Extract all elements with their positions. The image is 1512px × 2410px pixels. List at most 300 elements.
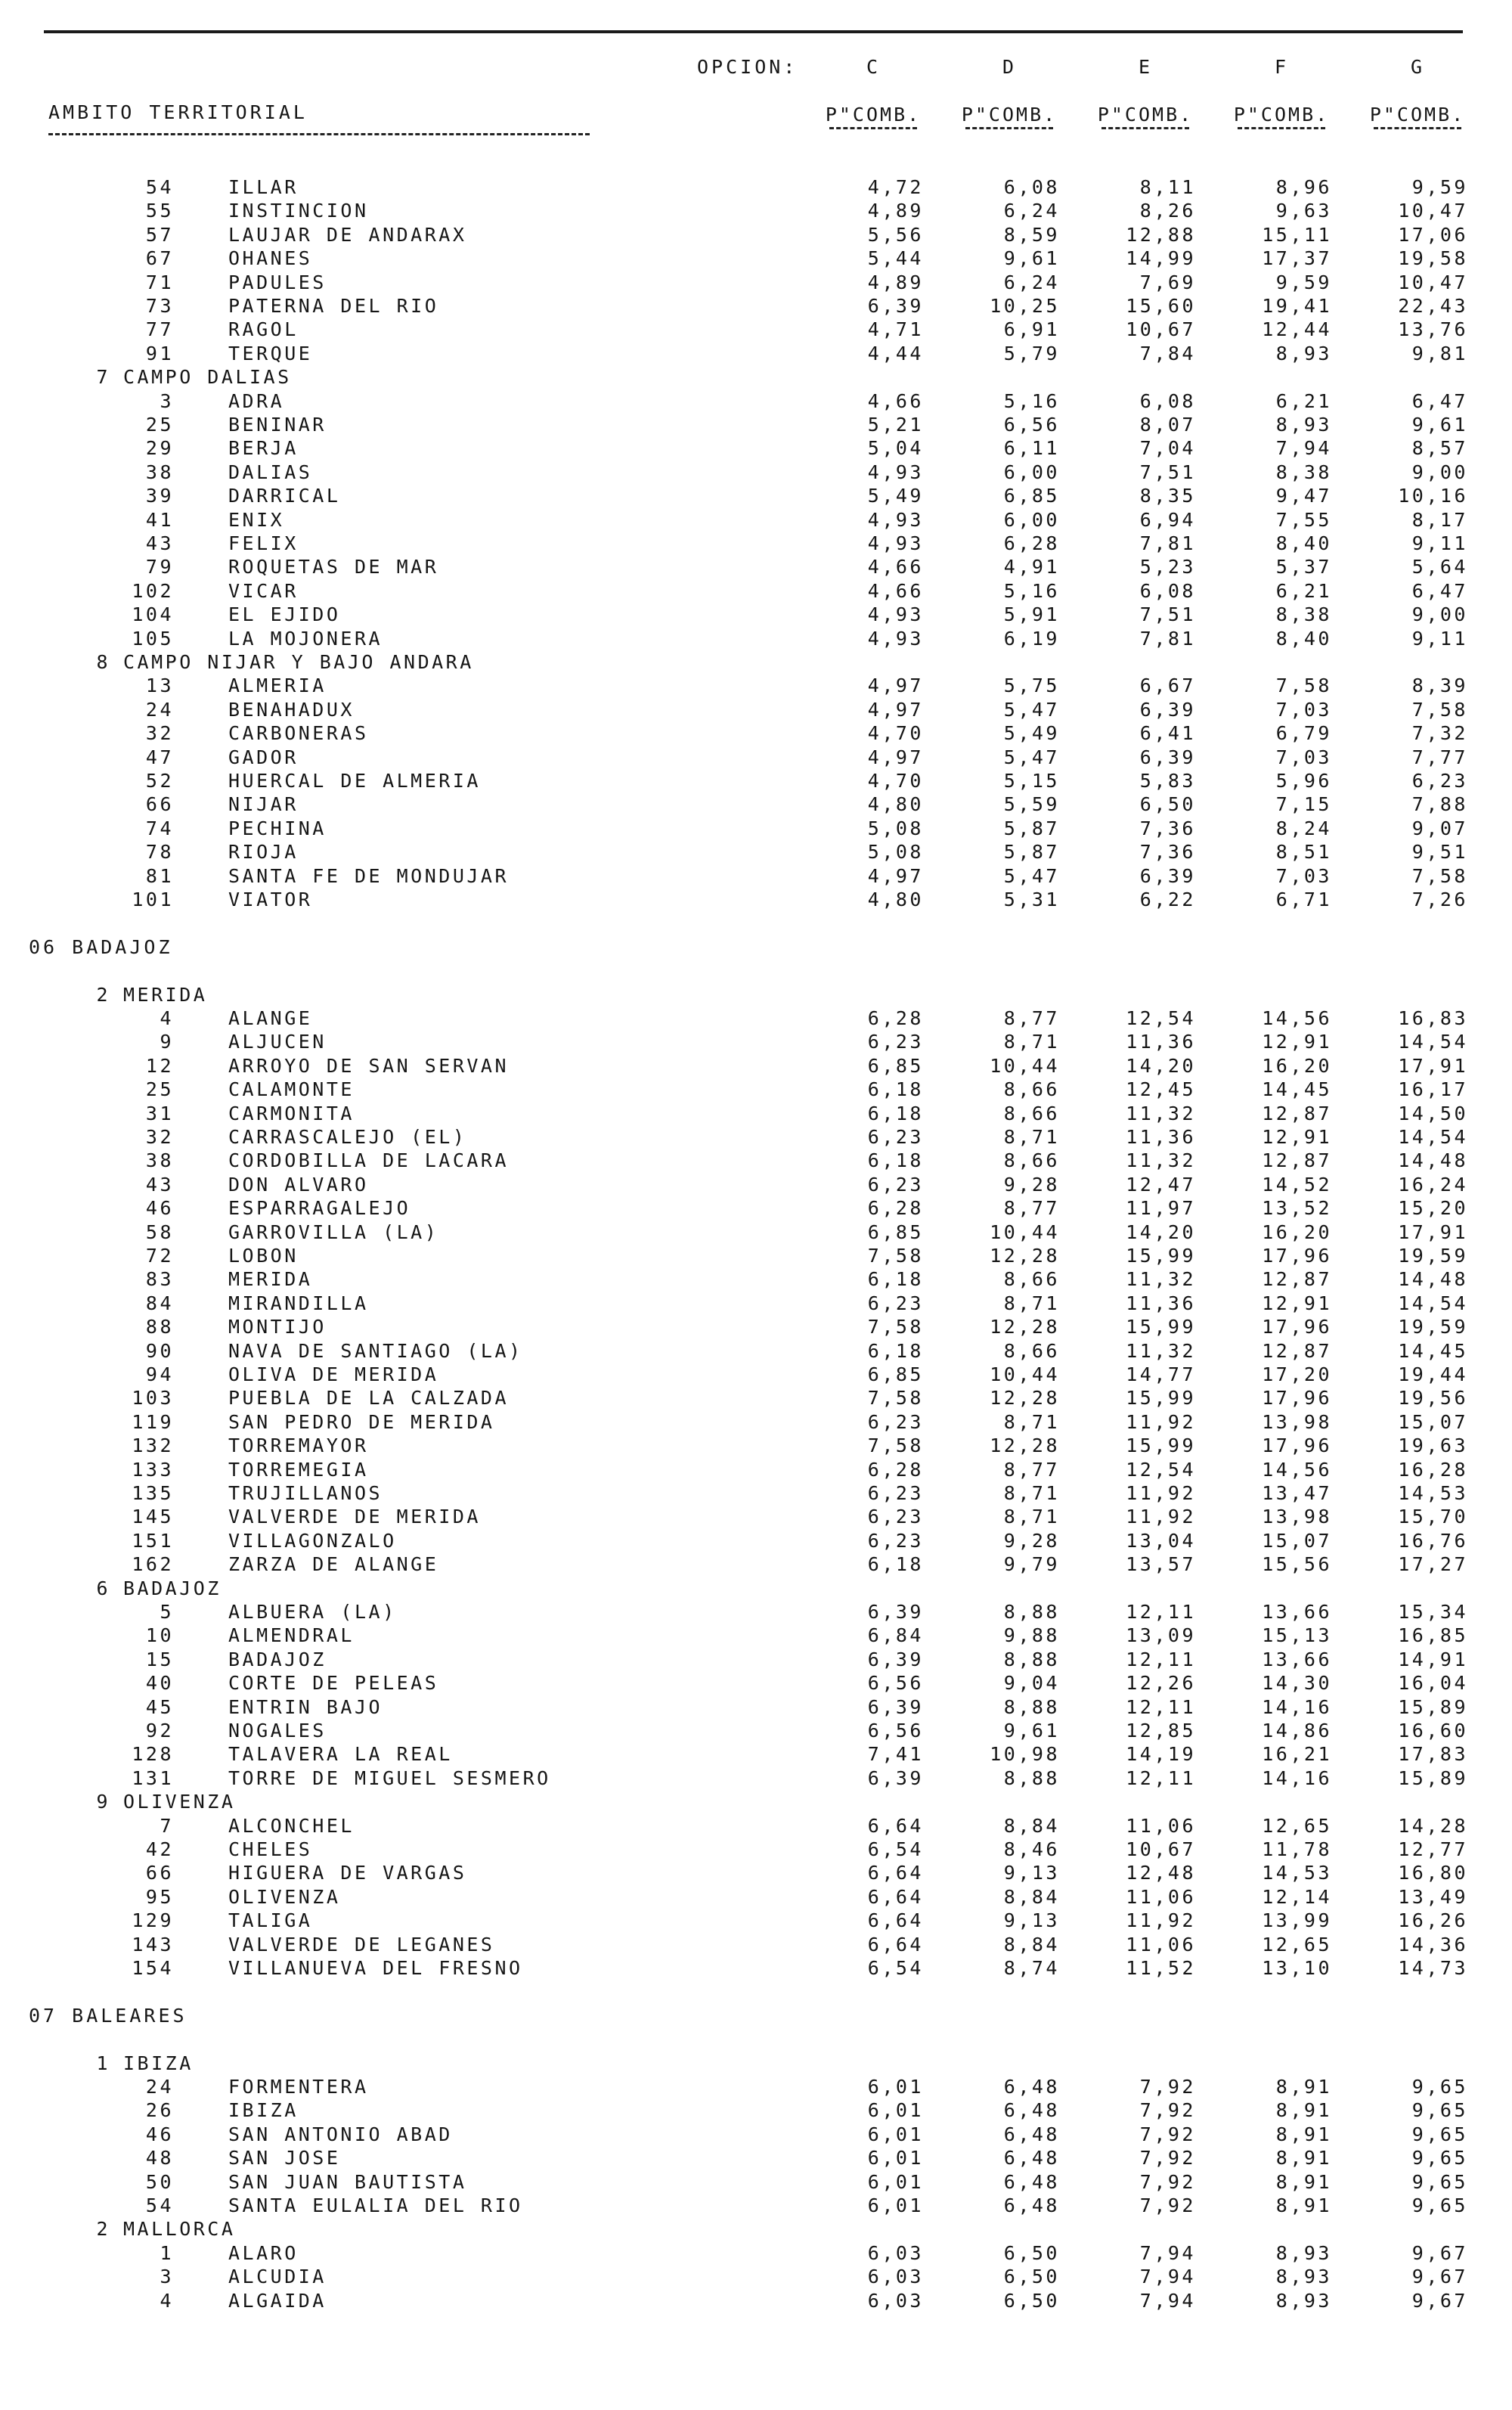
value-cell: 8,74	[1003, 1957, 1060, 1979]
value-cell: 13,98	[1262, 1506, 1332, 1528]
value-cell: 9,88	[1003, 1624, 1060, 1647]
municipality-row	[0, 864, 1512, 888]
value-cell: 12,45	[1126, 1078, 1196, 1101]
value-cell: 8,57	[1411, 437, 1468, 460]
value-cell: 14,45	[1262, 1078, 1332, 1101]
value-cell: 8,91	[1275, 2147, 1332, 2170]
value-cell: 6,39	[867, 1766, 924, 1789]
value-cell: 6,39	[867, 295, 924, 317]
value-cell: 16,24	[1398, 1173, 1468, 1196]
value-cell: 5,08	[867, 841, 924, 864]
value-cell: 6,85	[867, 1221, 924, 1243]
municipality-code: 102	[132, 579, 174, 602]
municipality-name: OHANES	[228, 247, 313, 270]
municipality-name: MIRANDILLA	[228, 1292, 369, 1314]
value-cell: 6,50	[1003, 2289, 1060, 2312]
value-cell: 7,15	[1275, 793, 1332, 816]
municipality-row	[0, 532, 1512, 555]
value-cell: 12,87	[1262, 1339, 1332, 1362]
column-letter: D	[1002, 56, 1017, 78]
column-underline	[1101, 127, 1189, 129]
value-cell: 13,49	[1398, 1885, 1468, 1908]
value-cell: 6,85	[867, 1054, 924, 1077]
value-cell: 7,58	[867, 1387, 924, 1410]
value-cell: 8,84	[1003, 1814, 1060, 1837]
municipality-code: 46	[145, 1197, 174, 1220]
value-cell: 8,93	[1275, 2289, 1332, 2312]
value-cell: 10,44	[990, 1363, 1060, 1385]
value-cell: 8,07	[1139, 414, 1196, 436]
municipality-row	[0, 721, 1512, 745]
municipality-code: 58	[145, 1221, 174, 1243]
comarca-code: 8	[96, 651, 110, 673]
comarca-row	[0, 983, 1512, 1006]
value-cell: 10,25	[990, 295, 1060, 317]
municipality-code: 73	[145, 295, 174, 317]
municipality-code: 55	[145, 200, 174, 222]
municipality-row	[0, 342, 1512, 365]
value-cell: 15,07	[1262, 1529, 1332, 1552]
value-cell: 7,03	[1275, 698, 1332, 721]
municipality-name: PECHINA	[228, 817, 327, 839]
municipality-row	[0, 1529, 1512, 1552]
value-cell: 6,23	[867, 1292, 924, 1314]
municipality-code: 15	[145, 1648, 174, 1670]
value-cell: 6,01	[867, 2147, 924, 2170]
value-cell: 11,32	[1126, 1102, 1196, 1124]
value-cell: 16,85	[1398, 1624, 1468, 1647]
value-cell: 7,41	[867, 1743, 924, 1766]
value-cell: 17,27	[1398, 1553, 1468, 1576]
municipality-row	[0, 840, 1512, 864]
value-cell: 7,94	[1139, 2241, 1196, 2264]
column-underline	[829, 127, 917, 129]
municipality-name: VIATOR	[228, 889, 313, 910]
municipality-name: SAN PEDRO DE MERIDA	[228, 1410, 495, 1433]
municipality-row	[0, 2075, 1512, 2098]
value-cell: 5,75	[1003, 675, 1060, 697]
municipality-code: 104	[132, 603, 174, 626]
value-cell: 6,39	[867, 1695, 924, 1718]
municipality-code: 91	[145, 342, 174, 364]
value-cell: 14,73	[1398, 1957, 1468, 1979]
value-cell: 4,44	[867, 342, 924, 364]
municipality-row	[0, 1434, 1512, 1457]
municipality-name: RAGOL	[228, 318, 299, 341]
municipality-code: 103	[132, 1387, 174, 1410]
municipality-name: VILLAGONZALO	[228, 1529, 397, 1552]
municipality-row	[0, 223, 1512, 247]
value-cell: 7,81	[1139, 532, 1196, 554]
municipality-row	[0, 1933, 1512, 1956]
municipality-name: ALMERIA	[228, 675, 327, 697]
value-cell: 9,61	[1003, 247, 1060, 270]
municipality-row	[0, 1386, 1512, 1410]
municipality-row	[0, 2123, 1512, 2146]
municipality-code: 10	[145, 1624, 174, 1647]
value-cell: 15,11	[1262, 223, 1332, 246]
comarca-code: 7	[96, 366, 110, 389]
value-cell: 9,28	[1003, 1529, 1060, 1552]
value-cell: 6,50	[1003, 2241, 1060, 2264]
municipality-code: 39	[145, 485, 174, 507]
municipality-name: LOBON	[228, 1245, 299, 1267]
municipality-code: 26	[145, 2099, 174, 2122]
value-cell: 6,48	[1003, 2099, 1060, 2122]
municipality-row	[0, 199, 1512, 222]
comarca-row	[0, 2217, 1512, 2241]
value-cell: 7,58	[867, 1435, 924, 1457]
value-cell: 9,63	[1275, 200, 1332, 222]
value-cell: 9,65	[1411, 2076, 1468, 2098]
value-cell: 6,56	[867, 1672, 924, 1695]
municipality-code: 1	[160, 2241, 174, 2264]
municipality-name: CORTE DE PELEAS	[228, 1672, 439, 1695]
value-cell: 15,99	[1126, 1435, 1196, 1457]
value-cell: 8,66	[1003, 1102, 1060, 1124]
value-cell: 7,84	[1139, 342, 1196, 364]
municipality-code: 131	[132, 1766, 174, 1789]
municipality-row	[0, 1458, 1512, 1481]
municipality-name: CARMONITA	[228, 1102, 355, 1124]
value-cell: 11,92	[1126, 1482, 1196, 1504]
value-cell: 6,00	[1003, 508, 1060, 531]
value-cell: 6,23	[867, 1173, 924, 1196]
value-cell: 6,01	[867, 2170, 924, 2193]
municipality-code: 45	[145, 1695, 174, 1718]
municipality-name: TORRE DE MIGUEL SESMERO	[228, 1766, 551, 1789]
value-cell: 16,26	[1398, 1909, 1468, 1932]
municipality-row	[0, 2146, 1512, 2170]
municipality-row	[0, 318, 1512, 341]
municipality-name: SANTA FE DE MONDUJAR	[228, 864, 510, 887]
municipality-name: ENIX	[228, 508, 285, 531]
value-cell: 7,77	[1411, 746, 1468, 768]
value-cell: 6,24	[1003, 200, 1060, 222]
municipality-row	[0, 1102, 1512, 1125]
municipality-row	[0, 1244, 1512, 1267]
value-cell: 15,13	[1262, 1624, 1332, 1647]
municipality-name: HUERCAL DE ALMERIA	[228, 770, 481, 792]
value-cell: 11,36	[1126, 1126, 1196, 1148]
municipality-row	[0, 1054, 1512, 1078]
value-cell: 6,64	[867, 1862, 924, 1884]
value-cell: 6,18	[867, 1078, 924, 1101]
municipality-code: 66	[145, 1862, 174, 1884]
value-cell: 12,48	[1126, 1862, 1196, 1884]
municipality-row	[0, 1221, 1512, 1244]
value-cell: 12,11	[1126, 1648, 1196, 1670]
municipality-code: 38	[145, 461, 174, 483]
value-cell: 9,79	[1003, 1553, 1060, 1576]
municipality-name: VICAR	[228, 579, 299, 602]
value-cell: 11,92	[1126, 1410, 1196, 1433]
municipality-name: SAN JUAN BAUTISTA	[228, 2170, 467, 2193]
municipality-code: 41	[145, 508, 174, 531]
value-cell: 11,06	[1126, 1814, 1196, 1837]
value-cell: 12,47	[1126, 1173, 1196, 1196]
value-cell: 4,93	[867, 461, 924, 483]
value-cell: 8,84	[1003, 1885, 1060, 1908]
municipality-name: NIJAR	[228, 793, 299, 816]
value-cell: 9,67	[1411, 2241, 1468, 2264]
value-cell: 7,51	[1139, 461, 1196, 483]
value-cell: 9,13	[1003, 1909, 1060, 1932]
value-cell: 4,80	[867, 793, 924, 816]
municipality-code: 50	[145, 2170, 174, 2193]
municipality-row	[0, 674, 1512, 697]
value-cell: 6,39	[1139, 698, 1196, 721]
value-cell: 6,08	[1139, 389, 1196, 412]
column-letter: E	[1138, 56, 1153, 78]
value-cell: 8,96	[1275, 176, 1332, 198]
value-cell: 8,71	[1003, 1506, 1060, 1528]
value-cell: 19,44	[1398, 1363, 1468, 1385]
value-cell: 9,07	[1411, 817, 1468, 839]
value-cell: 8,26	[1139, 200, 1196, 222]
value-cell: 12,87	[1262, 1268, 1332, 1291]
value-cell: 12,65	[1262, 1814, 1332, 1837]
value-cell: 6,08	[1139, 579, 1196, 602]
value-cell: 7,92	[1139, 2170, 1196, 2193]
municipality-code: 32	[145, 722, 174, 745]
value-cell: 6,00	[1003, 461, 1060, 483]
value-cell: 14,52	[1262, 1173, 1332, 1196]
value-cell: 5,16	[1003, 389, 1060, 412]
municipality-name: SAN ANTONIO ABAD	[228, 2123, 453, 2145]
value-cell: 4,91	[1003, 556, 1060, 578]
value-cell: 8,35	[1139, 485, 1196, 507]
value-cell: 19,58	[1398, 247, 1468, 270]
municipality-row	[0, 1125, 1512, 1149]
municipality-row	[0, 1861, 1512, 1884]
municipality-code: 66	[145, 793, 174, 816]
municipality-name: MONTIJO	[228, 1316, 327, 1338]
value-cell: 6,23	[867, 1506, 924, 1528]
value-cell: 7,32	[1411, 722, 1468, 745]
municipality-code: 12	[145, 1054, 174, 1077]
ambito-label: AMBITO TERRITORIAL	[48, 101, 308, 123]
municipality-row	[0, 1196, 1512, 1220]
value-cell: 6,03	[867, 2289, 924, 2312]
value-cell: 7,58	[1411, 864, 1468, 887]
value-cell: 8,39	[1411, 675, 1468, 697]
municipality-name: ALCONCHEL	[228, 1814, 355, 1837]
municipality-name: CHELES	[228, 1838, 313, 1860]
value-cell: 6,23	[1411, 770, 1468, 792]
comarca-name: BADAJOZ	[123, 1577, 222, 1599]
value-cell: 12,54	[1126, 1458, 1196, 1481]
value-cell: 16,28	[1398, 1458, 1468, 1481]
value-cell: 14,28	[1398, 1814, 1468, 1837]
municipality-row	[0, 1505, 1512, 1528]
municipality-name: FELIX	[228, 532, 299, 554]
value-cell: 6,39	[1139, 746, 1196, 768]
value-cell: 6,50	[1139, 793, 1196, 816]
value-cell: 12,44	[1262, 318, 1332, 341]
municipality-row	[0, 247, 1512, 270]
municipality-row	[0, 1719, 1512, 1742]
value-cell: 6,85	[1003, 485, 1060, 507]
value-cell: 8,71	[1003, 1031, 1060, 1053]
municipality-name: PADULES	[228, 271, 327, 293]
value-cell: 11,32	[1126, 1149, 1196, 1172]
value-cell: 13,57	[1126, 1553, 1196, 1576]
municipality-row	[0, 1695, 1512, 1719]
value-cell: 7,36	[1139, 817, 1196, 839]
value-cell: 9,11	[1411, 627, 1468, 650]
value-cell: 14,45	[1398, 1339, 1468, 1362]
value-cell: 7,58	[1275, 675, 1332, 697]
value-cell: 14,77	[1126, 1363, 1196, 1385]
value-cell: 10,16	[1398, 485, 1468, 507]
value-cell: 6,28	[1003, 532, 1060, 554]
value-cell: 8,93	[1275, 2266, 1332, 2288]
value-cell: 10,67	[1126, 318, 1196, 341]
municipality-code: 47	[145, 746, 174, 768]
value-cell: 7,58	[867, 1316, 924, 1338]
value-cell: 12,28	[990, 1245, 1060, 1267]
value-cell: 7,58	[1411, 698, 1468, 721]
value-cell: 13,66	[1262, 1601, 1332, 1623]
value-cell: 6,21	[1275, 389, 1332, 412]
value-cell: 5,83	[1139, 770, 1196, 792]
municipality-row	[0, 1078, 1512, 1101]
value-cell: 12,87	[1262, 1102, 1332, 1124]
top-rule	[44, 30, 1463, 33]
column-subheader: P"COMB.	[961, 104, 1058, 126]
municipality-name: SANTA EULALIA DEL RIO	[228, 2194, 523, 2216]
value-cell: 6,18	[867, 1553, 924, 1576]
value-cell: 19,59	[1398, 1245, 1468, 1267]
value-cell: 8,91	[1275, 2194, 1332, 2216]
value-cell: 6,54	[867, 1838, 924, 1860]
municipality-code: 52	[145, 770, 174, 792]
municipality-code: 71	[145, 271, 174, 293]
value-cell: 6,84	[867, 1624, 924, 1647]
municipality-name: IBIZA	[228, 2099, 299, 2122]
value-cell: 16,20	[1262, 1221, 1332, 1243]
value-cell: 19,41	[1262, 295, 1332, 317]
value-cell: 14,53	[1262, 1862, 1332, 1884]
value-cell: 6,48	[1003, 2076, 1060, 2098]
value-cell: 6,23	[867, 1529, 924, 1552]
value-cell: 6,56	[1003, 414, 1060, 436]
value-cell: 7,94	[1139, 2266, 1196, 2288]
municipality-row	[0, 1173, 1512, 1196]
municipality-code: 3	[160, 389, 174, 412]
value-cell: 13,98	[1262, 1410, 1332, 1433]
municipality-row	[0, 1267, 1512, 1291]
value-cell: 14,50	[1398, 1102, 1468, 1124]
municipality-row	[0, 888, 1512, 911]
value-cell: 4,97	[867, 864, 924, 887]
value-cell: 9,00	[1411, 603, 1468, 626]
municipality-row	[0, 555, 1512, 578]
municipality-name: GADOR	[228, 746, 299, 768]
value-cell: 6,21	[1275, 579, 1332, 602]
column-letter: C	[866, 56, 881, 78]
value-cell: 12,77	[1398, 1838, 1468, 1860]
value-cell: 9,67	[1411, 2289, 1468, 2312]
value-cell: 6,41	[1139, 722, 1196, 745]
comarca-row	[0, 2052, 1512, 2075]
value-cell: 4,66	[867, 579, 924, 602]
value-cell: 9,65	[1411, 2170, 1468, 2193]
value-cell: 11,32	[1126, 1268, 1196, 1291]
value-cell: 4,97	[867, 746, 924, 768]
value-cell: 13,09	[1126, 1624, 1196, 1647]
comarca-name: CAMPO DALIAS	[123, 366, 292, 389]
value-cell: 12,26	[1126, 1672, 1196, 1695]
municipality-row	[0, 1315, 1512, 1338]
value-cell: 12,91	[1262, 1031, 1332, 1053]
value-cell: 22,43	[1398, 295, 1468, 317]
value-cell: 8,93	[1275, 342, 1332, 364]
value-cell: 6,28	[867, 1197, 924, 1220]
value-cell: 5,23	[1139, 556, 1196, 578]
value-cell: 4,97	[867, 698, 924, 721]
municipality-row	[0, 817, 1512, 840]
value-cell: 13,04	[1126, 1529, 1196, 1552]
value-cell: 8,77	[1003, 1197, 1060, 1220]
value-cell: 10,67	[1126, 1838, 1196, 1860]
municipality-row	[0, 1838, 1512, 1861]
value-cell: 6,47	[1411, 579, 1468, 602]
value-cell: 11,92	[1126, 1909, 1196, 1932]
value-cell: 14,20	[1126, 1054, 1196, 1077]
value-cell: 6,23	[867, 1410, 924, 1433]
value-cell: 12,28	[990, 1435, 1060, 1457]
municipality-name: ENTRIN BAJO	[228, 1695, 383, 1718]
municipality-name: ARROYO DE SAN SERVAN	[228, 1054, 510, 1077]
comarca-name: CAMPO NIJAR Y BAJO ANDARA	[123, 651, 474, 673]
value-cell: 16,04	[1398, 1672, 1468, 1695]
value-cell: 8,91	[1275, 2076, 1332, 2098]
value-cell: 8,66	[1003, 1339, 1060, 1362]
value-cell: 6,01	[867, 2076, 924, 2098]
value-cell: 7,26	[1411, 889, 1468, 910]
municipality-name: LA MOJONERA	[228, 627, 383, 650]
municipality-code: 128	[132, 1743, 174, 1766]
value-cell: 14,91	[1398, 1648, 1468, 1670]
municipality-row	[0, 175, 1512, 199]
value-cell: 8,38	[1275, 603, 1332, 626]
column-subheader: P"COMB.	[825, 104, 922, 126]
value-cell: 8,40	[1275, 532, 1332, 554]
value-cell: 4,70	[867, 770, 924, 792]
value-cell: 14,48	[1398, 1149, 1468, 1172]
value-cell: 13,76	[1398, 318, 1468, 341]
municipality-name: DON ALVARO	[228, 1173, 369, 1196]
province-row	[0, 935, 1512, 959]
municipality-code: 145	[132, 1506, 174, 1528]
value-cell: 6,48	[1003, 2147, 1060, 2170]
value-cell: 7,55	[1275, 508, 1332, 531]
municipality-code: 54	[145, 2194, 174, 2216]
value-cell: 6,24	[1003, 271, 1060, 293]
value-cell: 9,51	[1411, 841, 1468, 864]
value-cell: 6,23	[867, 1126, 924, 1148]
value-cell: 11,32	[1126, 1339, 1196, 1362]
value-cell: 17,91	[1398, 1221, 1468, 1243]
value-cell: 12,28	[990, 1316, 1060, 1338]
value-cell: 12,91	[1262, 1292, 1332, 1314]
value-cell: 8,91	[1275, 2099, 1332, 2122]
value-cell: 9,65	[1411, 2099, 1468, 2122]
municipality-code: 3	[160, 2266, 174, 2288]
value-cell: 7,69	[1139, 271, 1196, 293]
